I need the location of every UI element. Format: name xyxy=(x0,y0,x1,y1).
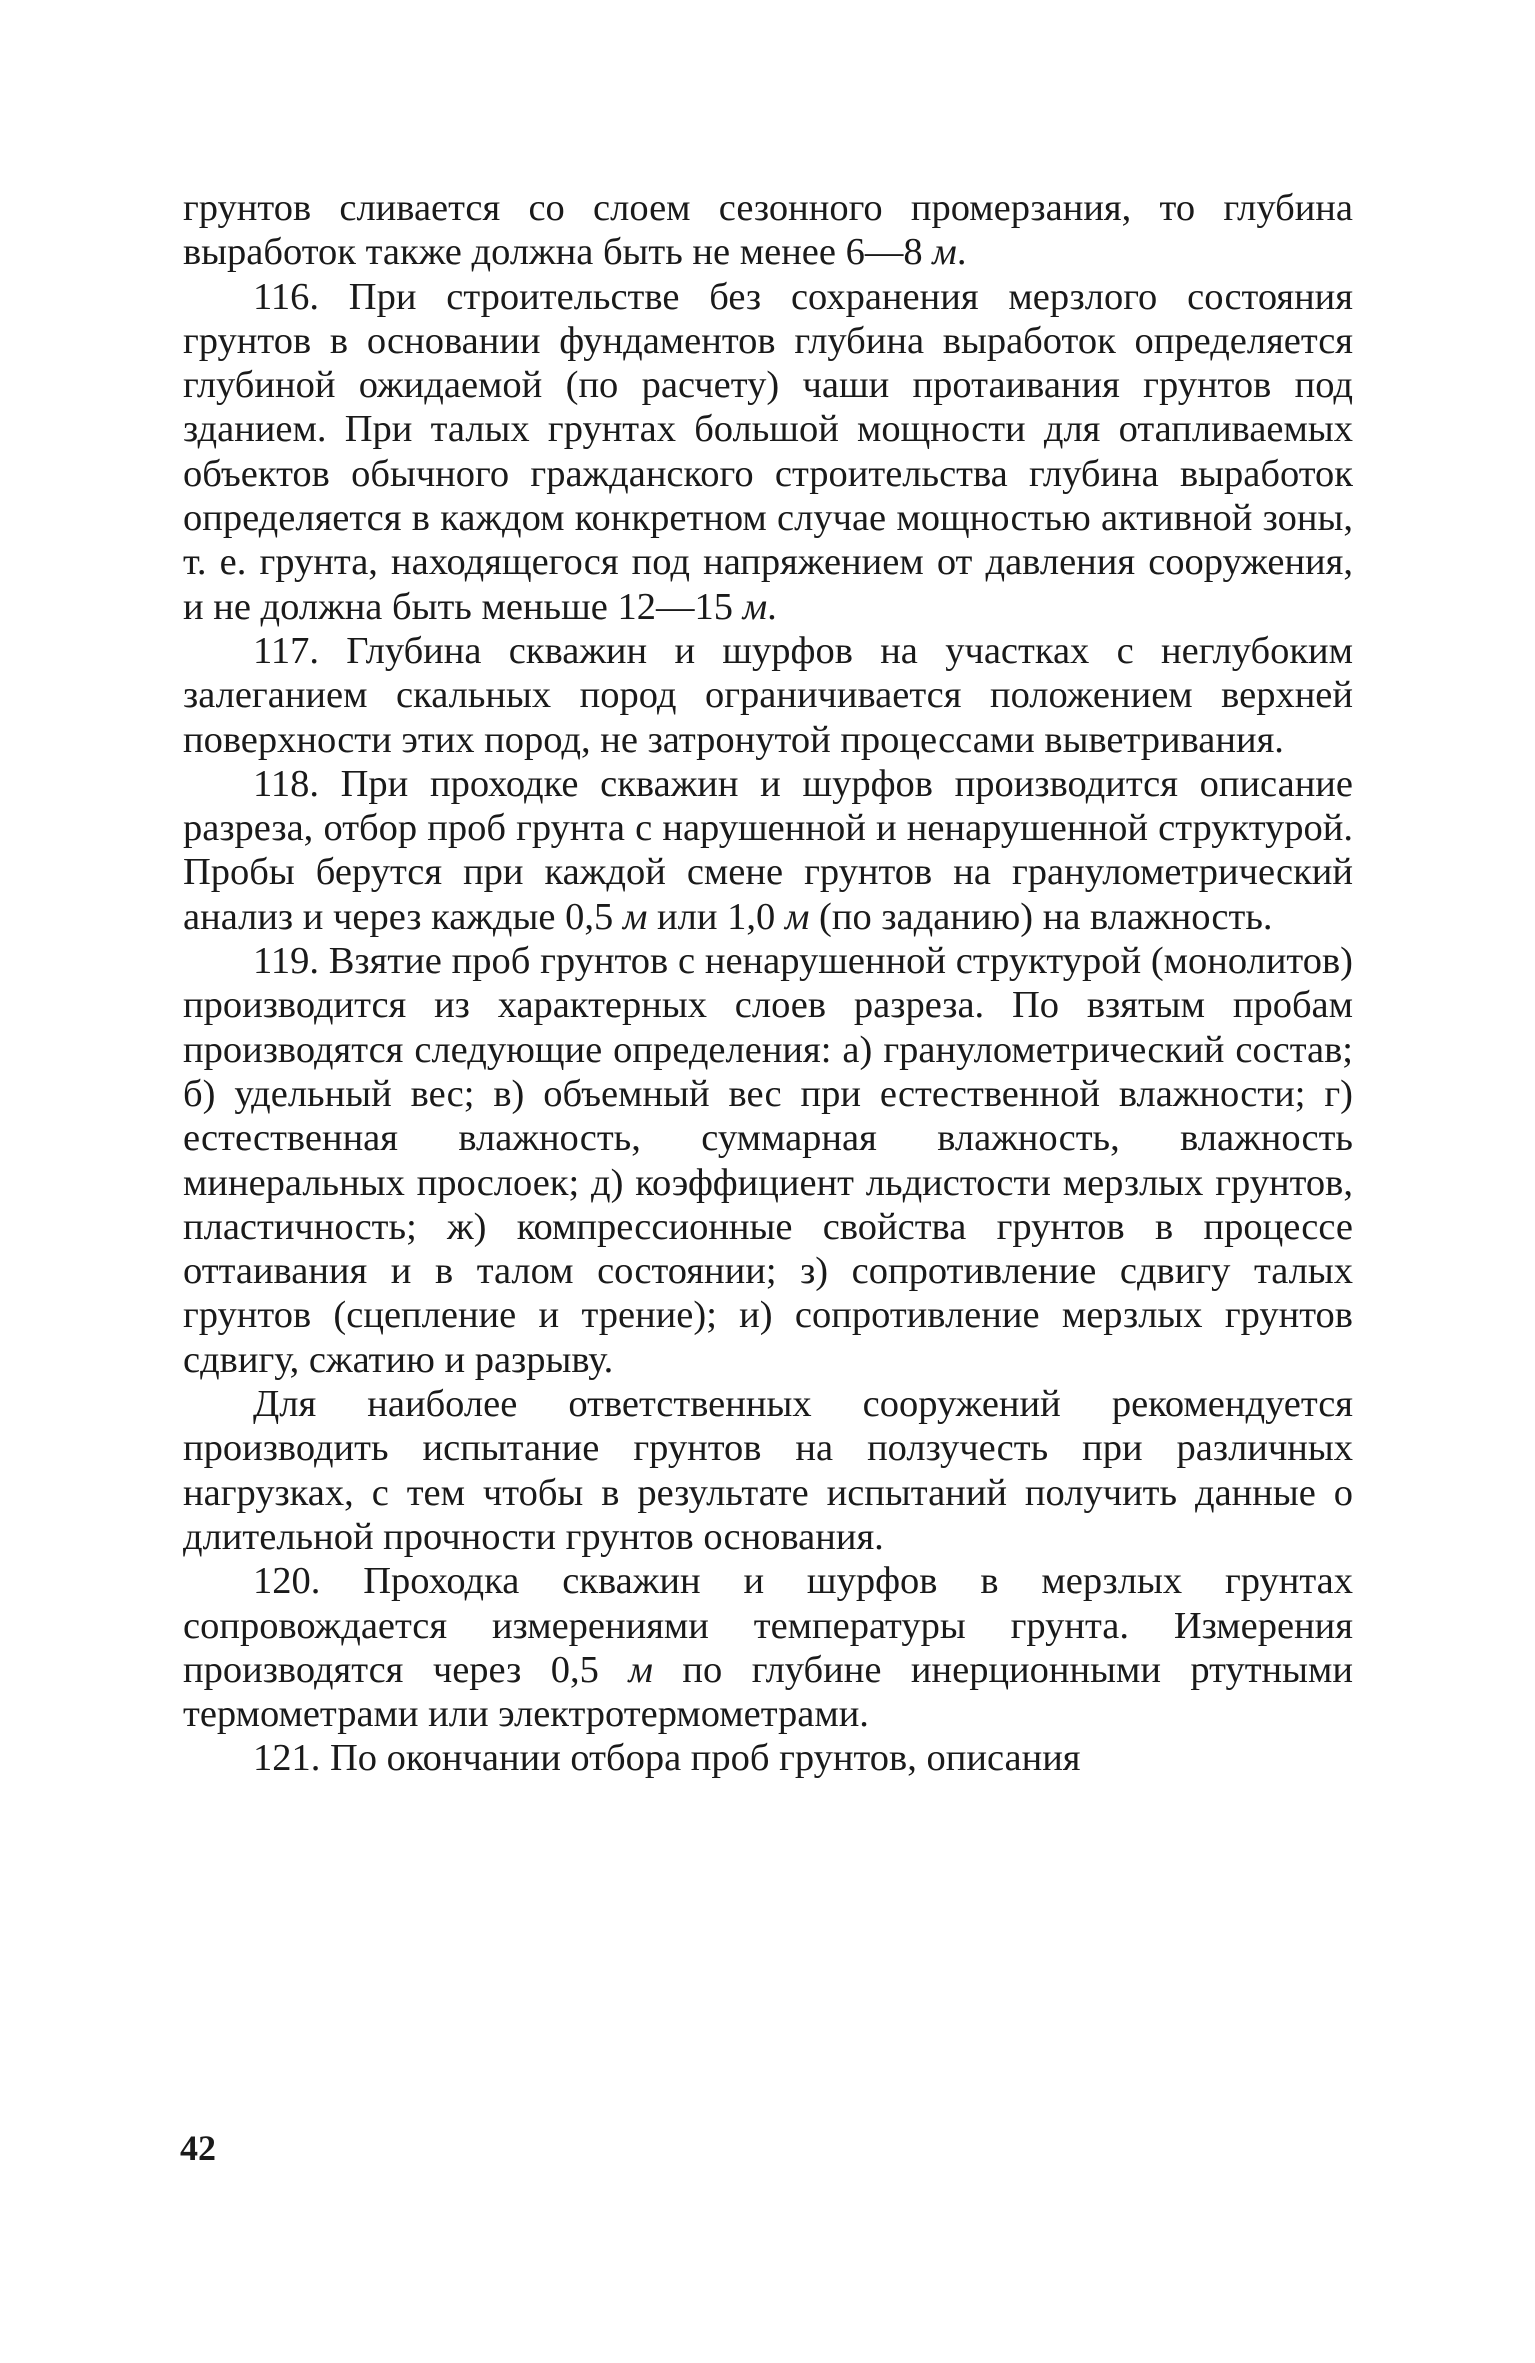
paragraph-119 xyxy=(183,939,1353,1382)
paragraph-119-note xyxy=(183,1382,1353,1559)
unit-text: м xyxy=(628,1648,653,1691)
paragraph-text: 120. Проходка скважин и шурфов в мерзлых грунтах сопровождается измерениями температуры грунта. Измерения производятся через 0,5 xyxy=(183,1560,1353,1691)
paragraph-text: 116. При строительстве без сохранения мерзлого состояния грунтов в основании фундаментов глубина выработок определяется глубиной ожидаемой (по расчету) чаши протаивания грунтов под зданием. При талых грунтах большой мощности для отапливаемых объектов обычного гражданского строительства глубина выработок определяется в каждом конкретном случае мощностью активной зоны, т. е. грунта, находящегося под напряжением от давления сооружения, и не должна быть меньше 12—15 xyxy=(183,275,1353,628)
paragraph-text: 121. По окончании отбора проб грунтов, описания xyxy=(253,1737,1081,1780)
paragraph-text: Для наиболее ответственных сооружений рекомендуется производить испытание грунтов на ползучесть при различных нагрузках, с тем чтобы в результате испытаний получить данные о длительной прочности грунтов основания. xyxy=(183,1383,1353,1558)
unit-text: м xyxy=(784,895,810,938)
page-number: 42 xyxy=(180,2128,216,2168)
paragraph-116 xyxy=(183,275,1353,629)
unit-text: м xyxy=(932,231,957,274)
paragraph-118 xyxy=(183,762,1353,939)
paragraph-121 xyxy=(183,1736,1353,1780)
paragraph-text: (по заданию) на влажность. xyxy=(809,895,1273,938)
paragraph-text: грунтов сливается со слоем сезонного промерзания, то глубина выработок также должна быть не менее 6—8 xyxy=(183,187,1353,274)
paragraph-120 xyxy=(183,1559,1353,1736)
unit-text: м xyxy=(742,585,768,628)
paragraph-text: 119. Взятие проб грунтов с ненарушенной структурой (монолитов) производится из характерных слоев разреза. По взятым пробам производятся следующие определения: а) гранулометрический состав; б) удельный вес; в) объемный вес при естественной влажности; г) естественная влажность, суммарная влажность, влажность минеральных прослоек; д) коэффициент льдистости мерзлых грунтов, пластичность; ж) компрессионные свойства грунтов в процессе оттаивания и в талом состоянии; з) сопротивление сдвигу талых грунтов (сцепление и трение); и) сопротивление мерзлых грунтов сдвигу, сжатию и разрыву. xyxy=(183,940,1353,1381)
paragraph-text: или 1,0 xyxy=(647,895,785,938)
unit-text: м xyxy=(622,895,648,938)
paragraph-text: по глубине инерционными ртутными термометрами или электротермометрами. xyxy=(183,1648,1353,1736)
paragraph-117 xyxy=(183,629,1353,762)
paragraph-text: 118. При проходке скважин и шурфов производится описание разреза, отбор проб грунта с нарушенной и ненарушенной структурой. Пробы берутся при каждой смене грунтов на гранулометрический анализ и через каждые 0,5 xyxy=(183,762,1353,938)
paragraph-text: 117. Глубина скважин и шурфов на участках с неглубоким залеганием скальных пород ограничивается положением верхней поверхности этих пород, не затронутой процессами выветривания. xyxy=(183,629,1353,761)
paragraph-text: . xyxy=(767,585,777,628)
paragraph-text: . xyxy=(956,231,967,274)
paragraph-115-continuation xyxy=(183,186,1353,275)
page-body xyxy=(183,186,1353,1781)
